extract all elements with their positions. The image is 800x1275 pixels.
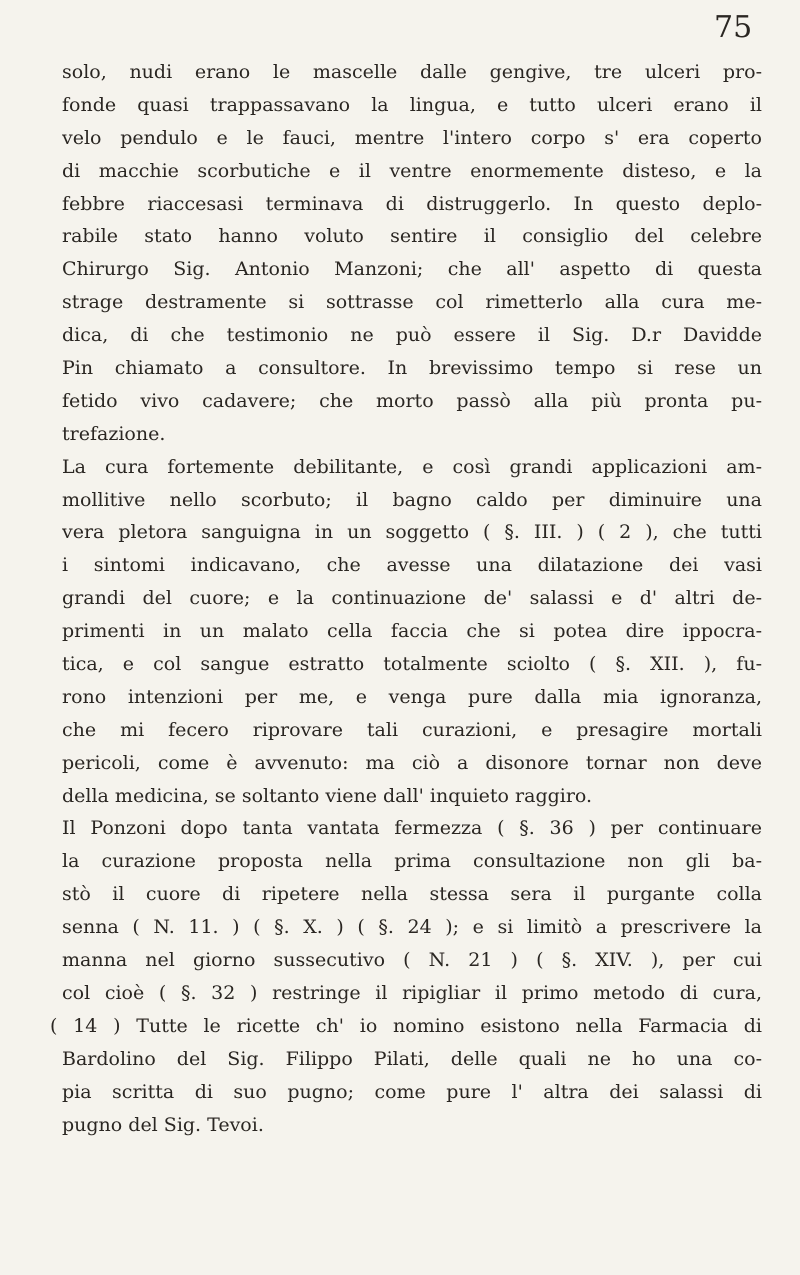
text-line: trefazione. [62, 422, 166, 445]
page-number: 75 [714, 10, 753, 45]
text-line: strage destramente si sottrasse col rimetterlo alla cura me- [62, 291, 762, 314]
footnote-line: Bardolino del Sig. Filippo Pilati, delle quali ne ho una co- [62, 1047, 762, 1070]
text-line: col cioè ( §. 32 ) restringe il ripigliar il primo metodo di cura, [62, 981, 762, 1004]
text-line: fetido vivo cadavere; che morto passò alla più pronta pu- [62, 389, 762, 412]
text-line: senna ( N. 11. ) ( §. X. ) ( §. 24 ); e si limitò a prescrivere la [62, 916, 762, 939]
text-line: Pin chiamato a consultore. In brevissimo tempo si rese un [62, 357, 762, 380]
text-line: di macchie scorbutiche e il ventre enormemente disteso, e la [62, 159, 762, 182]
text-line: manna nel giorno sussecutivo ( N. 21 ) ( §. XIV. ), per cui [62, 949, 762, 972]
text-line: febbre riaccesasi terminava di distruggerlo. In questo deplo- [62, 192, 762, 215]
text-line: mollitive nello scorbuto; il bagno caldo per diminuire una [62, 488, 762, 511]
text-line: grandi del cuore; e la continuazione de' salassi e d' altri de- [62, 587, 762, 610]
text-line: fonde quasi trappassavano la lingua, e tutto ulceri erano il [62, 93, 762, 116]
text-line: Il Ponzoni dopo tanta vantata fermezza ( §. 36 ) per continuare [62, 817, 762, 840]
text-line: pericoli, come è avvenuto: ma ciò a disonore tornar non deve [62, 751, 762, 774]
text-line: stò il cuore di ripetere nella stessa sera il purgante colla [62, 883, 762, 906]
text-line: i sintomi indicavano, che avesse una dilatazione dei vasi [62, 554, 762, 577]
body-text [50, 56, 762, 1141]
text-line: Chirurgo Sig. Antonio Manzoni; che all' aspetto di questa [62, 258, 762, 281]
text-line: che mi fecero riprovare tali curazioni, e presagire mortali [62, 718, 762, 741]
footnote-line: pia scritta di suo pugno; come pure l' altra dei salassi di [62, 1080, 762, 1103]
text-line: dica, di che testimonio ne può essere il Sig. D.r Davidde [62, 324, 762, 347]
text-line: la curazione proposta nella prima consultazione non gli ba- [62, 850, 762, 873]
text-line: della medicina, se soltanto viene dall' inquieto raggiro. [62, 784, 593, 807]
text-line: rabile stato hanno voluto sentire il consiglio del celebre [62, 225, 762, 248]
footnote-line: ( 14 ) Tutte le ricette ch' io nomino esistono nella Farmacia di [50, 1014, 762, 1037]
text-line: tica, e col sangue estratto totalmente sciolto ( §. XII. ), fu- [62, 653, 762, 676]
text-line: velo pendulo e le fauci, mentre l'intero corpo s' era coperto [62, 126, 762, 149]
text-line: primenti in un malato cella faccia che si potea dire ippocra- [62, 620, 762, 643]
text-line: solo, nudi erano le mascelle dalle gengive, tre ulceri pro- [62, 61, 762, 83]
footnote-line: pugno del Sig. Tevoi. [62, 1113, 264, 1136]
text-line: vera pletora sanguigna in un soggetto ( §. III. ) ( 2 ), che tutti [62, 521, 762, 544]
text-line: La cura fortemente debilitante, e così grandi applicazioni am- [62, 455, 762, 478]
text-line: rono intenzioni per me, e venga pure dalla mia ignoranza, [62, 685, 762, 708]
